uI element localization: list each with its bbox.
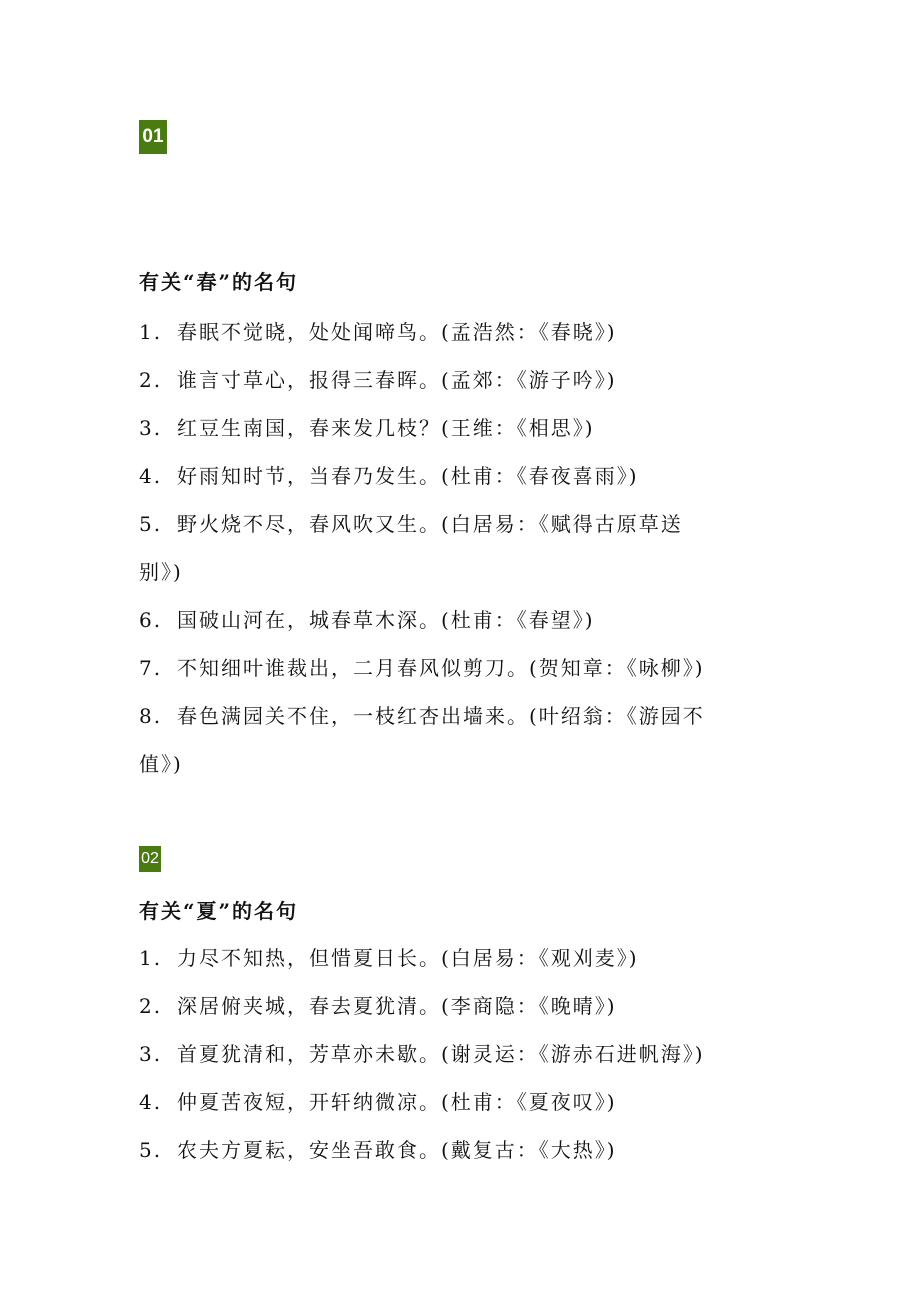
line-number: 2.	[139, 368, 163, 392]
line-text: 首夏犹清和，芳草亦未歇。(谢灵运：《游赤石进帆海》)	[177, 1042, 705, 1066]
poem-line	[139, 990, 617, 1019]
poem-line	[139, 412, 595, 441]
section-number-badge: 02	[139, 846, 161, 872]
poem-line	[139, 460, 639, 489]
poem-line	[139, 604, 595, 633]
line-number: 7.	[139, 656, 163, 680]
line-number: 3.	[139, 1042, 163, 1066]
section-title: 有关“春”的名句	[139, 270, 299, 294]
line-text: 不知细叶谁裁出，二月春风似剪刀。(贺知章：《咏柳》)	[177, 656, 705, 680]
line-number: 5.	[139, 512, 163, 536]
poem-line-continuation: 别》)	[139, 560, 183, 584]
section-number-badge: 01	[139, 120, 167, 154]
poem-line	[139, 1086, 617, 1115]
line-text: 深居俯夹城，春去夏犹清。(李商隐：《晚晴》)	[177, 994, 617, 1018]
line-number: 5.	[139, 1138, 163, 1162]
line-text: 春色满园关不住，一枝红杏出墙来。(叶绍翁：《游园不	[177, 704, 705, 728]
poem-line	[139, 652, 705, 681]
section-title: 有关“夏”的名句	[139, 899, 299, 923]
line-number: 2.	[139, 994, 163, 1018]
line-text: 谁言寸草心，报得三春晖。(孟郊：《游子吟》)	[177, 368, 617, 392]
line-text: 好雨知时节，当春乃发生。(杜甫：《春夜喜雨》)	[177, 464, 639, 488]
line-number: 1.	[139, 946, 163, 970]
line-text: 春眠不觉晓，处处闻啼鸟。(孟浩然：《春晓》)	[177, 320, 617, 344]
poem-line-continuation: 值》)	[139, 752, 183, 776]
line-text: 力尽不知热，但惜夏日长。(白居易：《观刈麦》)	[177, 946, 639, 970]
poem-line	[139, 364, 617, 393]
line-number: 3.	[139, 416, 163, 440]
poem-line	[139, 508, 683, 537]
line-text: 仲夏苦夜短，开轩纳微凉。(杜甫：《夏夜叹》)	[177, 1090, 617, 1114]
line-number: 8.	[139, 704, 163, 728]
poem-line	[139, 942, 639, 971]
line-number: 6.	[139, 608, 163, 632]
line-number: 1.	[139, 320, 163, 344]
line-number: 4.	[139, 1090, 163, 1114]
line-number: 4.	[139, 464, 163, 488]
poem-line	[139, 316, 617, 345]
line-text: 国破山河在，城春草木深。(杜甫：《春望》)	[177, 608, 595, 632]
line-text: 农夫方夏耘，安坐吾敢食。(戴复古：《大热》)	[177, 1138, 617, 1162]
poem-line	[139, 1134, 617, 1163]
poem-line	[139, 700, 705, 729]
line-text: 野火烧不尽，春风吹又生。(白居易：《赋得古原草送	[177, 512, 683, 536]
poem-line	[139, 1038, 705, 1067]
line-text: 红豆生南国，春来发几枝？(王维：《相思》)	[177, 416, 595, 440]
